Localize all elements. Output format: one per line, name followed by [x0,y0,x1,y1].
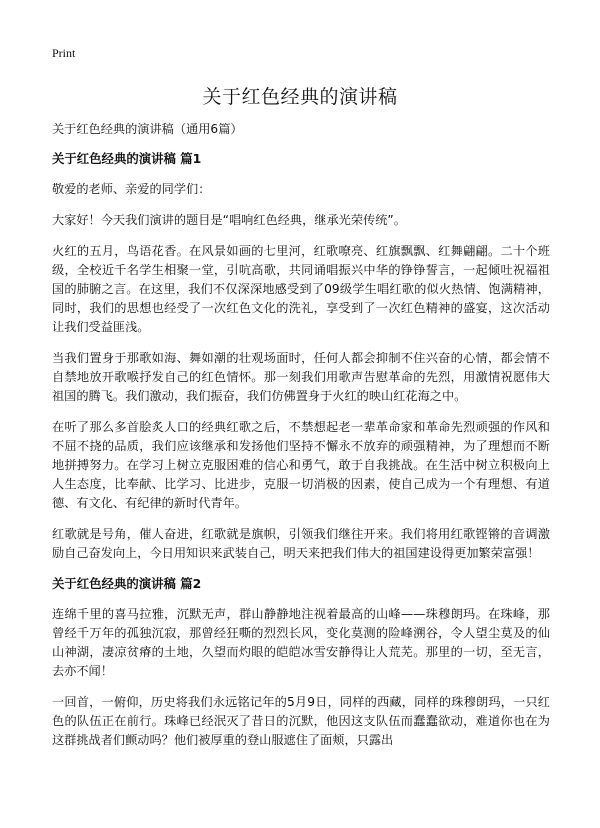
paragraph: 在听了那么多首脍炙人口的经典红歌之后，不禁想起老一辈革命家和革命先烈顽强的作风和不屈不挠的品质，我们应该继承和发扬他们坚持不懈永不放弃的顽强精神，为了理想而不断地拼搏努力。在学习上树立克服困难的信心和勇气，敢于自我挑战。在生活中树立积极向上人生态度，比奉献、比学习、比进步，克服一切消极的因素，使自己成为一个有理想、有道德、有文化、有纪律的新时代青年。 [52,420,550,510]
paragraph: 一回首，一俯仰，历史将我们永远铭记年的5月9日，同样的西藏，同样的珠穆朗玛，一只红色的队伍正在前行。珠峰已经泯灭了昔日的沉默，他因这支队伍而蠢蠢欲动，难道你也在为这群挑战者们颤动吗？他们被厚重的登山服遮住了面颊，只露出 [52,695,550,747]
section-heading-2: 关于红色经典的演讲稿 篇2 [52,576,202,591]
document-title: 关于红色经典的演讲稿 [202,86,398,108]
paragraph: 敬爱的老师、亲爱的同学们： [52,182,211,196]
paragraph: 连绵千里的喜马拉雅，沉默无声，群山静静地注视着最高的山峰——珠穆朗玛。在珠峰，那曾经千万年的孤独沉寂，那曾经狂嘶的烈烈长风，变化莫测的险峰溯谷，令人望尘莫及的仙山神湖，凄凉贫瘠的土地，久望而灼眼的皑皑冰雪安静得让人荒芜。那里的一切，至无言，去亦不闻！ [52,607,550,678]
document-subtitle: 关于红色经典的演讲稿（通用6篇） [52,122,243,136]
paragraph: 火红的五月，鸟语花香。在风景如画的七里河，红歌嘹亮、红旗飘飘、红舞翩翩。二十个班级，全校近千名学生相聚一堂，引吭高歌，共同诵唱振兴中华的铮铮誓言，一起倾吐祝福祖国的肺腑之言。在这里，我们不仅深深地感受到了09级学生唱红歌的似火热情、饱满精神，同时，我们的思想也经受了一次红色文化的洗礼，享受到了一次红色精神的盛宴，这次活动让我们受益匪浅。 [52,244,550,334]
paragraph: 红歌就是号角，催人奋进，红歌就是旗帜，引领我们继往开来。我们将用红歌铿锵的音调激励自己奋发向上，今日用知识来武装自己，明天来把我们伟大的祖国建设得更加繁荣富强！ [52,527,550,560]
print-link[interactable]: Print [52,46,76,60]
paragraph: 大家好！今天我们演讲的题目是“唱响红色经典，继承光荣传统”。 [52,213,406,227]
document-body [52,120,550,762]
section-heading-1: 关于红色经典的演讲稿 篇1 [52,151,202,166]
paragraph: 当我们置身于那歌如海、舞如潮的壮观场面时，任何人都会抑制不住兴奋的心情，都会情不自禁地放开歌喉抒发自己的红色情怀。那一刻我们用歌声告慰革命的先烈，用激情祝愿伟大祖国的腾飞。我们激动，我们振奋，我们仿佛置身于火红的映山红花海之中。 [52,351,550,403]
